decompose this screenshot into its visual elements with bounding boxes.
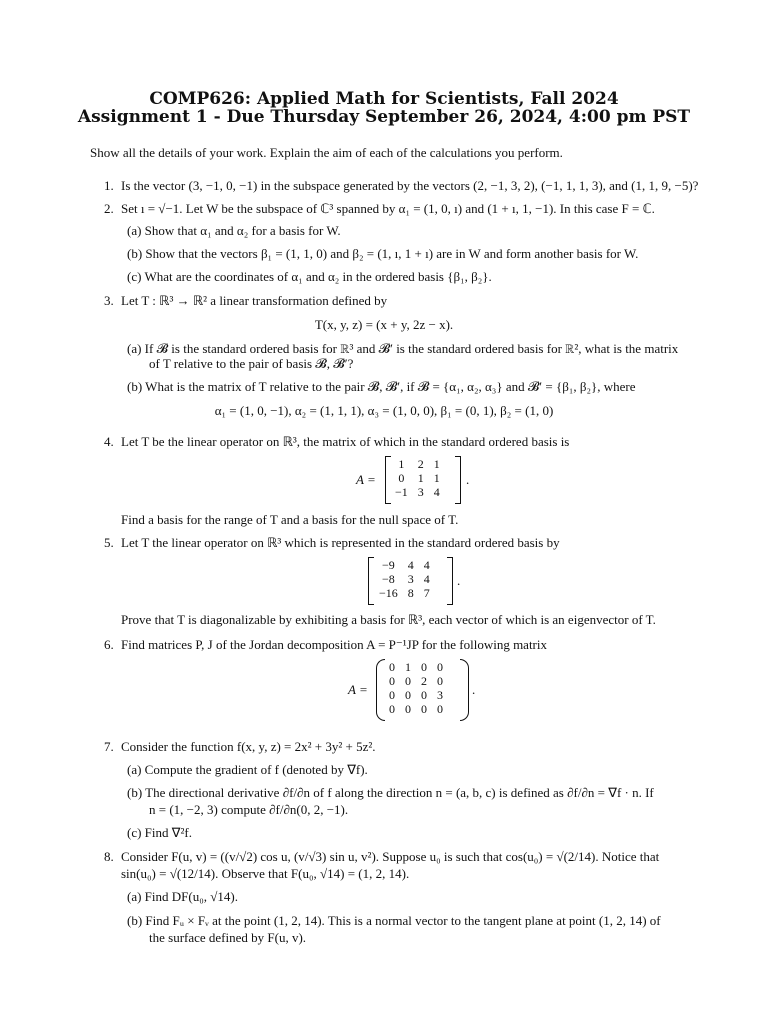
question-2c: (c) What are the coordinates of α₁ and α₂ in the ordered basis {β₁, β₂}. bbox=[127, 269, 492, 284]
matrix-entry: 0 bbox=[437, 660, 443, 674]
matrix-entry: 4 bbox=[423, 572, 430, 586]
matrix-entry: −8 bbox=[382, 572, 395, 586]
question-3a-line-1: (a) If 𝓑 is the standard ordered basis for ℝ³ and 𝓑′ is the standard ordered basis for ℝ², what is the matrix bbox=[127, 341, 679, 356]
matrix-end-period: . bbox=[466, 472, 470, 487]
question-1-number: 1. bbox=[104, 178, 114, 193]
matrix-row bbox=[374, 558, 435, 572]
matrix-jordan bbox=[384, 660, 448, 716]
matrix-a-label: A = bbox=[356, 472, 376, 487]
matrix-entry: 0 bbox=[437, 702, 443, 716]
question-7c: (c) Find ∇²f. bbox=[127, 825, 192, 840]
matrix-end-period: . bbox=[457, 573, 461, 588]
question-3a-line-2: of T relative to the pair of basis 𝓑, 𝓑′? bbox=[149, 356, 354, 371]
question-5-text: Let T the linear operator on ℝ³ which is represented in the standard ordered basis by bbox=[121, 535, 560, 550]
matrix-entry: 0 bbox=[421, 660, 427, 674]
matrix-row bbox=[390, 457, 445, 471]
matrix-entry: 0 bbox=[405, 702, 411, 716]
question-7-text: Consider the function f(x, y, z) = 2x² + 3y² + 5z². bbox=[121, 739, 376, 754]
question-3-formula: T(x, y, z) = (x + y, 2z − x). bbox=[314, 317, 454, 332]
matrix-entry: 1 bbox=[417, 471, 424, 485]
matrix-entry: 0 bbox=[398, 471, 405, 485]
question-2a: (a) Show that α₁ and α₂ for a basis for W. bbox=[127, 223, 341, 238]
matrix-entry: 0 bbox=[405, 688, 411, 702]
question-6-text: Find matrices P, J of the Jordan decomposition A = P⁻¹JP for the following matrix bbox=[121, 637, 547, 652]
matrix-entry: 7 bbox=[423, 586, 430, 600]
matrix-entry: −9 bbox=[382, 558, 395, 572]
matrix-entry: 2 bbox=[421, 674, 427, 688]
matrix-entry: 3 bbox=[437, 688, 443, 702]
question-3-basis-vectors: α₁ = (1, 0, −1), α₂ = (1, 1, 1), α₃ = (1, 0, 0), β₁ = (0, 1), β₂ = (1, 0) bbox=[214, 403, 554, 418]
question-2-number: 2. bbox=[104, 201, 114, 216]
right-bracket bbox=[455, 456, 461, 504]
matrix-entry: 4 bbox=[423, 558, 430, 572]
question-5-number: 5. bbox=[104, 535, 114, 550]
question-7b-line-1: (b) The directional derivative ∂f/∂n of f along the direction n = (a, b, c) is defined as ∂f/∂n = ∇f · n. If bbox=[127, 785, 654, 800]
question-3-text: Let T : ℝ³ → ℝ² a linear transformation defined by bbox=[121, 293, 388, 308]
matrix-entry: 0 bbox=[405, 674, 411, 688]
right-paren bbox=[460, 659, 469, 721]
intro-text: Show all the details of your work. Explain the aim of each of the calculations you perform. bbox=[90, 145, 563, 160]
matrix-a-range-null bbox=[390, 457, 445, 499]
matrix-entry: 3 bbox=[417, 485, 424, 499]
matrix-entry: 0 bbox=[389, 660, 395, 674]
question-4-follow: Find a basis for the range of T and a basis for the null space of T. bbox=[121, 512, 459, 527]
question-8b-line-1: (b) Find Fᵤ × Fᵥ at the point (1, 2, 14). This is a normal vector to the tangent plane at point (1, 2, 14) of bbox=[127, 913, 661, 928]
matrix-entry: 1 bbox=[405, 660, 411, 674]
matrix-entry: 4 bbox=[407, 558, 414, 572]
question-7b-line-2: n = (1, −2, 3) compute ∂f/∂n(0, 2, −1). bbox=[149, 802, 349, 817]
matrix-entry: 8 bbox=[407, 586, 414, 600]
matrix-row bbox=[374, 572, 435, 586]
matrix-entry: 1 bbox=[398, 457, 405, 471]
matrix-entry: 0 bbox=[389, 702, 395, 716]
matrix-row bbox=[384, 674, 448, 688]
question-5-follow: Prove that T is diagonalizable by exhibiting a basis for ℝ³, each vector of which is an eigenvector of T. bbox=[121, 612, 656, 627]
matrix-row bbox=[374, 586, 435, 600]
matrix-entry: −1 bbox=[395, 485, 408, 499]
matrix-entry: 0 bbox=[437, 674, 443, 688]
matrix-row bbox=[384, 660, 448, 674]
question-2-text: Set ı = √−1. Let W be the subspace of ℂ³ spanned by α₁ = (1, 0, ı) and (1 + ı, 1, −1). In this case F = ℂ. bbox=[121, 201, 655, 216]
question-4-text: Let T be the linear operator on ℝ³, the matrix of which in the standard ordered basis is bbox=[121, 434, 570, 449]
matrix-entry: 1 bbox=[433, 457, 440, 471]
matrix-entry: 0 bbox=[389, 674, 395, 688]
matrix-row bbox=[384, 702, 448, 716]
matrix-entry: 4 bbox=[433, 485, 440, 499]
question-1-text: Is the vector (3, −1, 0, −1) in the subspace generated by the vectors (2, −1, 3, 2), (−1, 1, 1, 3), and (1, 1, 9, −5)? bbox=[121, 178, 699, 193]
matrix-entry: −16 bbox=[379, 586, 398, 600]
matrix-entry: 3 bbox=[407, 572, 414, 586]
matrix-diagonalizable bbox=[374, 558, 435, 600]
question-3b: (b) What is the matrix of T relative to the pair 𝓑, 𝓑′, if 𝓑 = {α₁, α₂, α₃} and 𝓑′ = {β₁, β₂}, where bbox=[127, 379, 636, 394]
matrix-entry: 1 bbox=[433, 471, 440, 485]
matrix-row bbox=[390, 485, 445, 499]
question-8a: (a) Find DF(u₀, √14). bbox=[127, 889, 238, 904]
matrix-a-label: A = bbox=[348, 682, 368, 697]
matrix-end-period: . bbox=[472, 682, 476, 697]
matrix-entry: 2 bbox=[417, 457, 424, 471]
question-7a: (a) Compute the gradient of f (denoted by ∇f). bbox=[127, 762, 368, 777]
matrix-entry: 0 bbox=[421, 688, 427, 702]
title-line-2: Assignment 1 - Due Thursday September 26, 2024, 4:00 pm PST bbox=[77, 107, 691, 127]
matrix-entry: 0 bbox=[421, 702, 427, 716]
right-bracket bbox=[447, 557, 453, 605]
question-3-number: 3. bbox=[104, 293, 114, 308]
question-2b: (b) Show that the vectors β₁ = (1, 1, 0) and β₂ = (1, ı, 1 + ı) are in W and form another basis for W. bbox=[127, 246, 639, 261]
question-4-number: 4. bbox=[104, 434, 114, 449]
question-7-number: 7. bbox=[104, 739, 114, 754]
question-8-text-line-1: Consider F(u, v) = ((v/√2) cos u, (v/√3) sin u, v²). Suppose u₀ is such that cos(u₀) = √(2/14). Notice that bbox=[121, 849, 660, 864]
question-8-number: 8. bbox=[104, 849, 114, 864]
matrix-row bbox=[384, 688, 448, 702]
question-8b-line-2: the surface defined by F(u, v). bbox=[149, 930, 307, 945]
title-line-1: COMP626: Applied Math for Scientists, Fall 2024 bbox=[149, 89, 619, 109]
matrix-entry: 0 bbox=[389, 688, 395, 702]
question-8-text-line-2: sin(u₀) = √(12/14). Observe that F(u₀, √14) = (1, 2, 14). bbox=[121, 866, 410, 881]
matrix-row bbox=[390, 471, 445, 485]
question-6-number: 6. bbox=[104, 637, 114, 652]
